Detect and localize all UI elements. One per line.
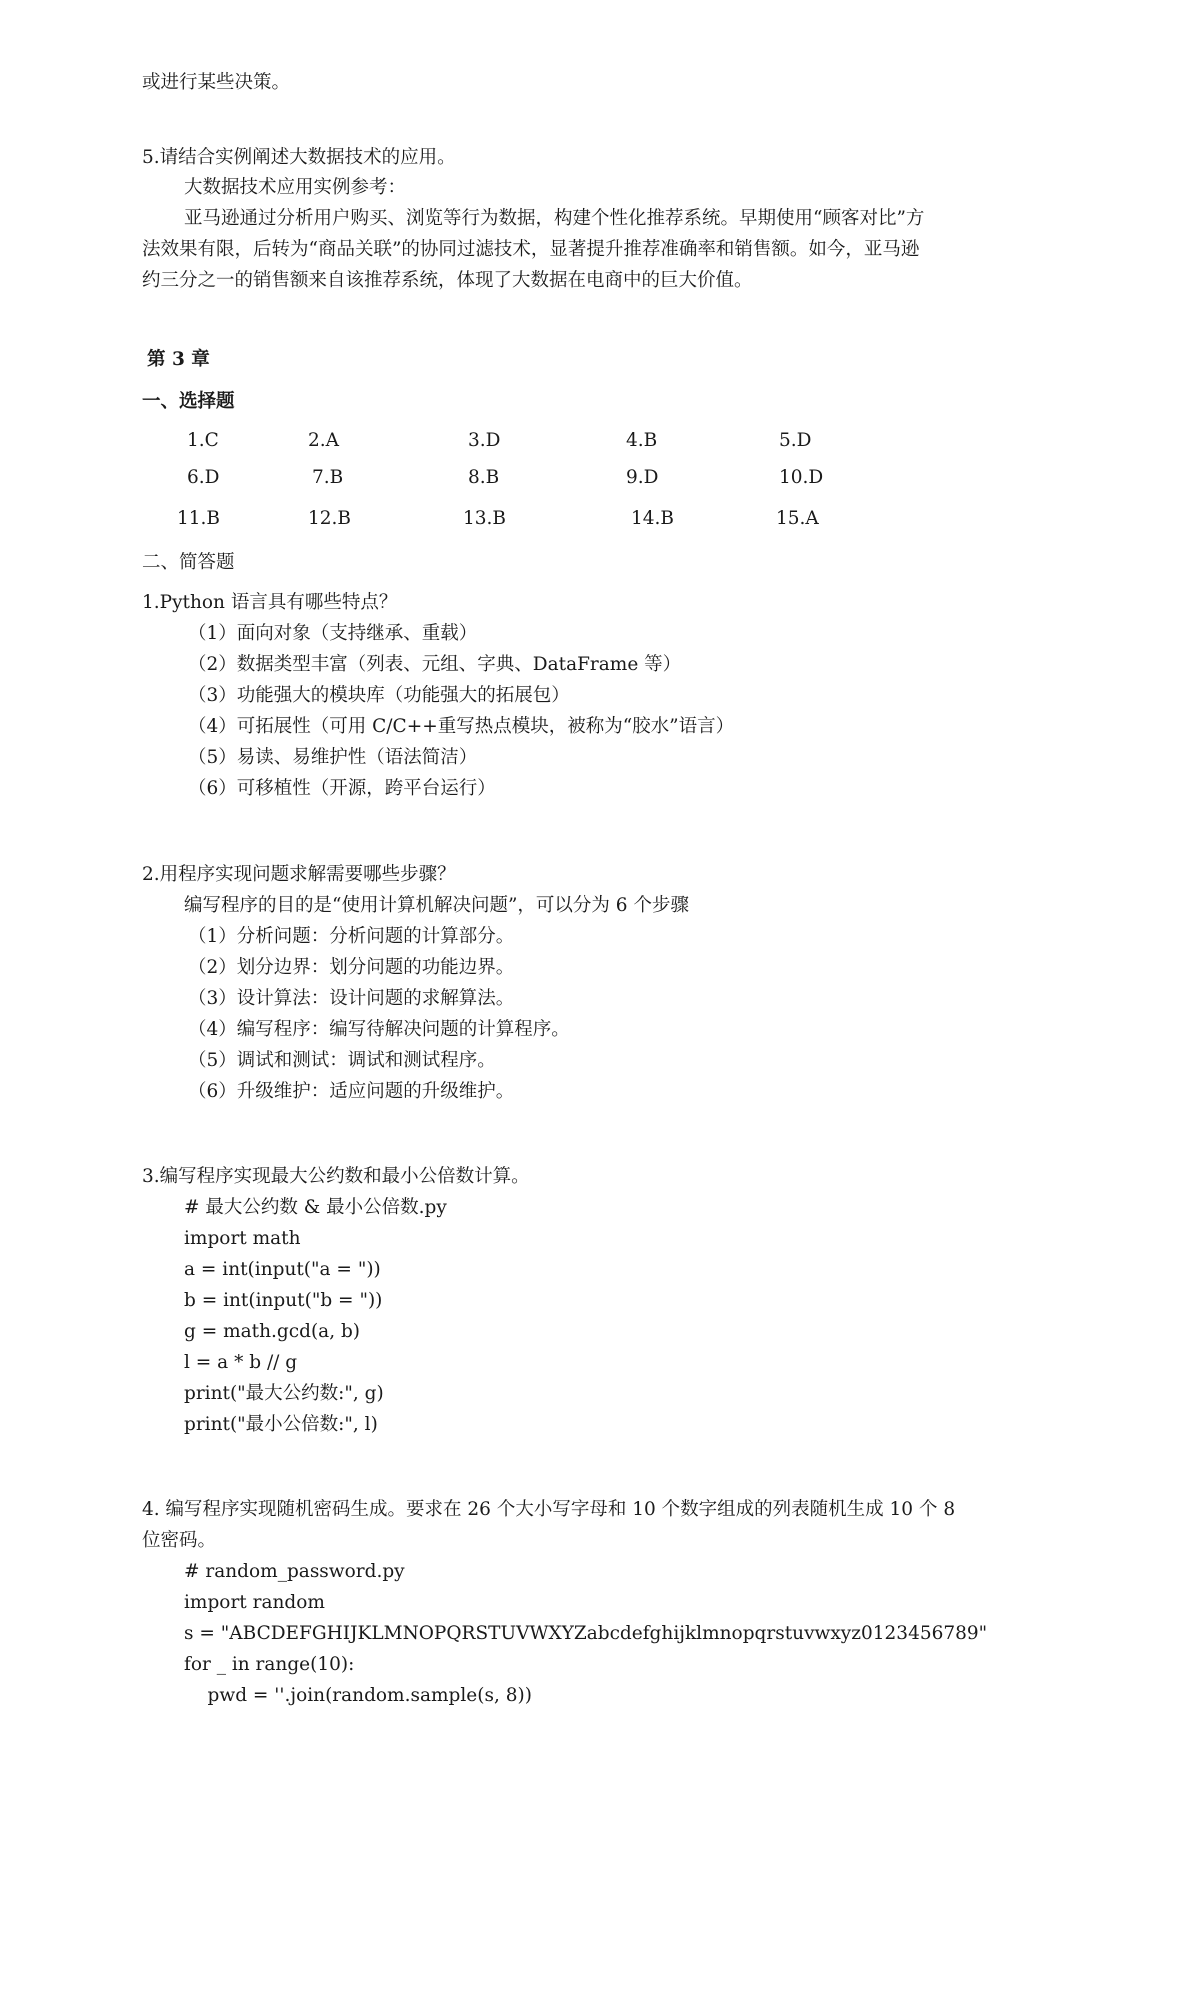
sq2-question: 2.用程序实现问题求解需要哪些步骤？	[142, 864, 456, 885]
q5-question: 5.请结合实例阐述大数据技术的应用。	[142, 147, 456, 168]
sq3-code-line: l = a * b // g	[184, 1352, 298, 1373]
sq3-code-line: a = int(input("a = "))	[184, 1259, 381, 1280]
sq1-item: （6）可移植性（开源，跨平台运行）	[188, 778, 496, 799]
mc-answer: 3.D	[468, 430, 501, 451]
sq2-item: （5）调试和测试：调试和测试程序。	[188, 1050, 496, 1071]
mc-answer: 1.C	[187, 430, 219, 451]
q5-body-line: 约三分之一的销售额来自该推荐系统，体现了大数据在电商中的巨大价值。	[142, 270, 753, 291]
q5-body-line: 亚马逊通过分析用户购买、浏览等行为数据，构建个性化推荐系统。早期使用“顾客对比”方	[184, 208, 925, 229]
mc-answer: 11.B	[177, 508, 221, 529]
mc-answer: 15.A	[776, 508, 819, 529]
sq3-code-line: # 最大公约数 & 最小公倍数.py	[184, 1197, 447, 1218]
sq2-item: （1）分析问题：分析问题的计算部分。	[188, 926, 515, 947]
mc-answer: 14.B	[631, 508, 675, 529]
short-answer-heading: 二、简答题	[142, 552, 235, 573]
sq2-item: （2）划分边界：划分问题的功能边界。	[188, 957, 515, 978]
sq1-item: （3）功能强大的模块库（功能强大的拓展包）	[188, 685, 570, 706]
sq2-item: （3）设计算法：设计问题的求解算法。	[188, 988, 515, 1009]
mc-answer: 7.B	[312, 467, 344, 488]
sq3-code-line: b = int(input("b = "))	[184, 1290, 383, 1311]
q5-heading: 大数据技术应用实例参考：	[184, 177, 407, 198]
sq3-question: 3.编写程序实现最大公约数和最小公倍数计算。	[142, 1166, 530, 1187]
mc-answer: 4.B	[626, 430, 658, 451]
mc-answer: 6.D	[187, 467, 220, 488]
sq3-code-line: print("最大公约数:", g)	[184, 1383, 384, 1404]
sq2-intro: 编写程序的目的是“使用计算机解决问题”，可以分为 6 个步骤	[184, 895, 689, 916]
sq3-code-line: import math	[184, 1228, 301, 1249]
sq2-item: （6）升级维护：适应问题的升级维护。	[188, 1081, 515, 1102]
sq4-code-line: # random_password.py	[184, 1561, 405, 1582]
sq1-item: （5）易读、易维护性（语法简洁）	[188, 747, 478, 768]
mc-answer: 8.B	[468, 467, 500, 488]
mc-heading: 一、选择题	[142, 391, 235, 412]
sq1-item: （4）可拓展性（可用 C/C++重写热点模块，被称为“胶水”语言）	[188, 716, 735, 737]
mc-answer: 9.D	[626, 467, 659, 488]
sq4-code-line: for _ in range(10):	[184, 1654, 355, 1675]
q5-body-line: 法效果有限，后转为“商品关联”的协同过滤技术，显著提升推荐准确率和销售额。如今，亚马逊	[142, 239, 920, 260]
sq1-item: （1）面向对象（支持继承、重载）	[188, 623, 478, 644]
mc-answer: 10.D	[779, 467, 824, 488]
sq1-item: （2）数据类型丰富（列表、元组、字典、DataFrame 等）	[188, 654, 682, 675]
sq1-question: 1.Python 语言具有哪些特点？	[142, 592, 398, 613]
mc-answer: 5.D	[779, 430, 812, 451]
intro-continuation: 或进行某些决策。	[142, 72, 291, 93]
sq4-code-line: import random	[184, 1592, 325, 1613]
chapter-title: 第 3 章	[147, 349, 210, 370]
sq2-item: （4）编写程序：编写待解决问题的计算程序。	[188, 1019, 570, 1040]
sq4-code-line: s = "ABCDEFGHIJKLMNOPQRSTUVWXYZabcdefghijklmnopqrstuvwxyz0123456789"	[184, 1623, 988, 1644]
mc-answer: 12.B	[308, 508, 352, 529]
sq3-code-line: print("最小公倍数:", l)	[184, 1414, 378, 1435]
sq4-code-line: pwd = ''.join(random.sample(s, 8))	[184, 1685, 532, 1706]
sq4-question-line: 4. 编写程序实现随机密码生成。要求在 26 个大小写字母和 10 个数字组成的列表随机生成 10 个 8	[142, 1499, 956, 1520]
mc-answer: 13.B	[463, 508, 507, 529]
sq3-code-line: g = math.gcd(a, b)	[184, 1321, 361, 1342]
sq4-question-line: 位密码。	[142, 1530, 217, 1551]
mc-answer: 2.A	[308, 430, 340, 451]
